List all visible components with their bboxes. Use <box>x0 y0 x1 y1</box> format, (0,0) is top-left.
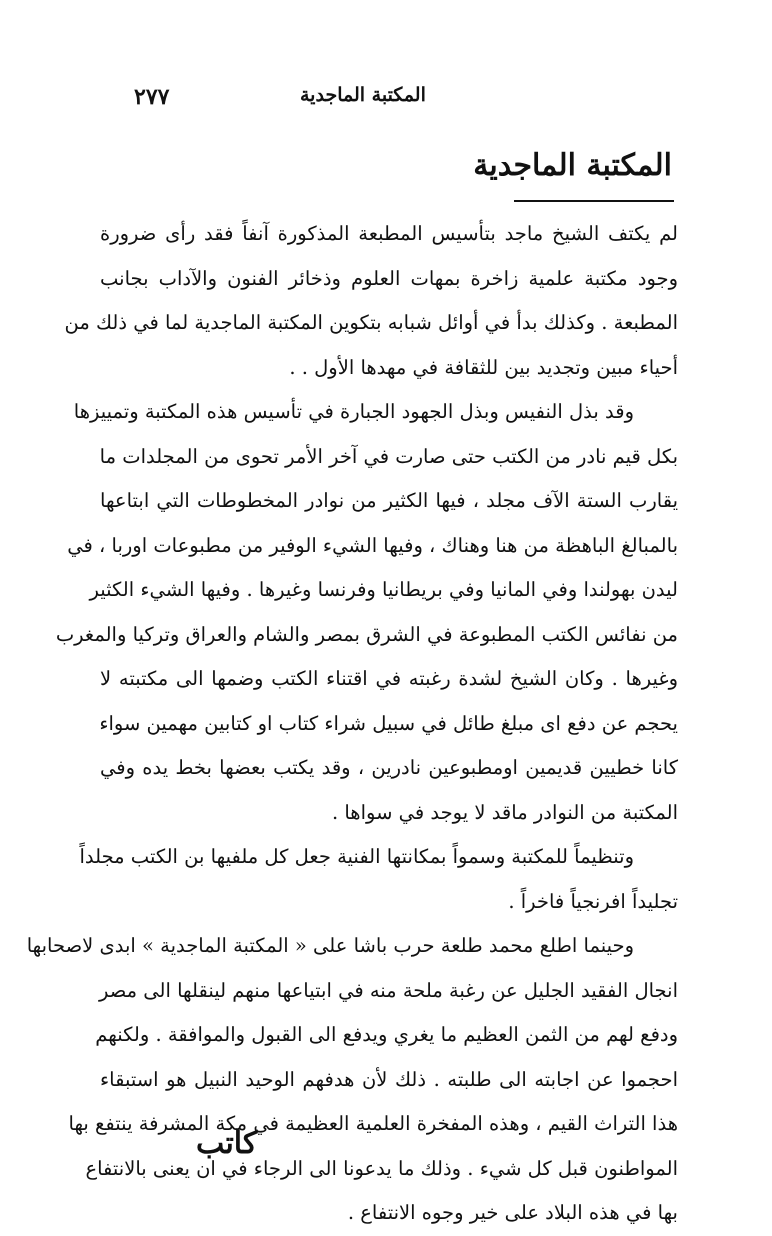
body-text <box>26 212 678 1236</box>
running-header-title: المكتبة الماجدية <box>300 84 426 106</box>
text-line: لم يكتف الشيخ ماجد بتأسيس المطبعة المذكورة آنفاً فقد رأى ضرورة <box>100 222 678 245</box>
section-title: المكتبة الماجدية <box>473 148 672 183</box>
text-line: أحياء مبين وتجديد بين للثقافة في مهدها الأول . . <box>289 355 678 379</box>
text-line: انجال الفقيد الجليل عن رغبة ملحة منه في ابتياعها منهم لينقلها الى مصر <box>98 978 678 1002</box>
text-line: المواطنون قبل كل شيء . وذلك ما يدعونا الى الرجاء في ان يعنى بالانتفاع <box>85 1156 678 1180</box>
text-line: تجليداً افرنجياً فاخراً . <box>508 889 678 913</box>
text-line: احجموا عن اجابته الى طلبته . ذلك لأن هدفهم الوحيد النبيل هو استبقاء <box>100 1067 678 1091</box>
text-line: المطبعة . وكذلك بدأ في أوائل شبابه بتكوين المكتبة الماجدية لما في ذلك من <box>64 311 678 334</box>
title-underline <box>514 200 674 202</box>
text-line: يحجم عن دفع اى مبلغ طائل في سبيل شراء كتاب او كتابين مهمين سواء <box>99 711 678 735</box>
text-line: وحينما اطلع محمد طلعة حرب باشا على « المكتبة الماجدية » ابدى لاصحابها <box>26 934 634 957</box>
text-line: وقد بذل النفيس وبذل الجهود الجبارة في تأسيس هذه المكتبة وتمييزها <box>73 400 634 423</box>
text-line: هذا التراث القيم ، وهذه المفخرة العلمية العظيمة في مكة المشرفة ينتفع بها <box>68 1112 678 1135</box>
text-line: بالمبالغ الباهظة من هنا وهناك ، وفيها الشيء الوفير من مطبوعات اوربا ، في <box>67 533 678 557</box>
text-line: ليدن بهولندا وفي المانيا وفي بريطانيا وفرنسا وغيرها . وفيها الشيء الكثير <box>89 578 678 601</box>
author-signature: كاتب <box>196 1126 258 1161</box>
running-header <box>120 84 680 114</box>
text-line: ودفع لهم من الثمن العظيم ما يغري ويدفع الى القبول والموافقة . ولكنهم <box>95 1023 678 1046</box>
text-line: بها في هذه البلاد على خير وجوه الانتفاع . <box>347 1201 678 1224</box>
text-line: من نفائس الكتب المطبوعة في الشرق بمصر والشام والعراق وتركيا والمغرب <box>55 622 678 646</box>
text-line: يقارب الستة الآف مجلد ، فيها الكثير من نوادر المخطوطات التي ابتاعها <box>100 489 678 512</box>
page-number: ٢٧٧ <box>134 84 170 110</box>
text-line: بكل قيم نادر من الكتب حتى صارت في آخر الأمر تحوى من المجلدات ما <box>99 444 678 468</box>
text-line: وغيرها . وكان الشيخ لشدة رغبته في اقتناء الكتب وضمها الى مكتبته لا <box>100 667 678 690</box>
text-line: المكتبة من النوادر ماقد لا يوجد في سواها . <box>331 800 678 824</box>
text-line: وجود مكتبة علمية زاخرة بمهات العلوم وذخائر الفنون والآداب بجانب <box>100 266 678 290</box>
text-line: كانا خطيين قديمين اومطبوعين نادرين ، وقد يكتب بعضها بخط يده وفي <box>100 756 678 779</box>
text-line: وتنظيماً للمكتبة وسمواً بمكانتها الفنية جعل كل ملفيها بن الكتب مجلداً <box>79 845 634 868</box>
